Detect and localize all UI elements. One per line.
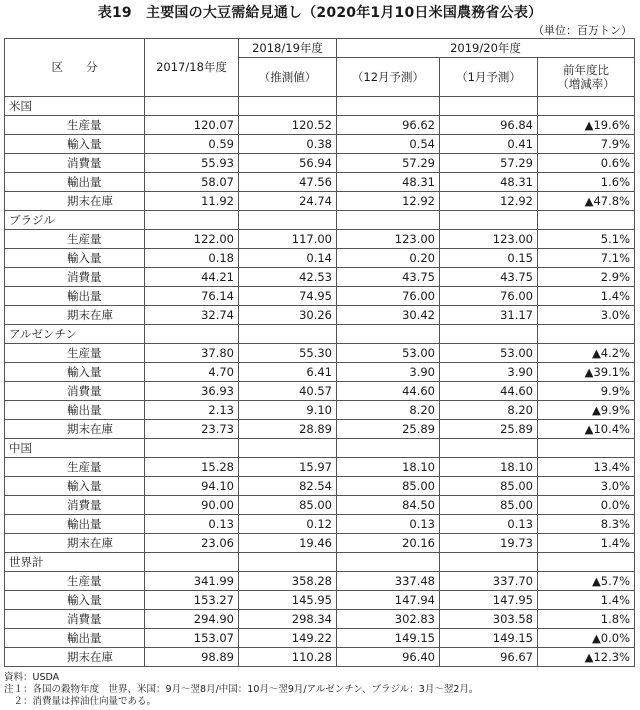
value-cell: 12.92 <box>440 192 538 211</box>
item-label: 輸出量 <box>5 287 145 306</box>
value-cell: 0.15 <box>440 249 538 268</box>
item-label: 期末在庫 <box>5 534 145 553</box>
value-cell: 0.54 <box>337 135 440 154</box>
country-label: 中国 <box>5 439 145 458</box>
table-row <box>5 515 635 534</box>
item-label: 生産量 <box>5 572 145 591</box>
value-cell: 0.13 <box>337 515 440 534</box>
value-cell: 23.73 <box>145 420 239 439</box>
value-cell: 37.80 <box>145 344 239 363</box>
value-cell: 358.28 <box>239 572 337 591</box>
value-cell: 36.93 <box>145 382 239 401</box>
value-cell: 96.62 <box>337 116 440 135</box>
value-cell: 76.14 <box>145 287 239 306</box>
empty-cell <box>337 439 440 458</box>
item-label: 輸出量 <box>5 401 145 420</box>
yoy-cell: 1.4% <box>538 287 635 306</box>
table-row <box>5 477 635 496</box>
yoy-cell: ▲19.6% <box>538 116 635 135</box>
value-cell: 302.83 <box>337 610 440 629</box>
yoy-cell: ▲12.3% <box>538 648 635 667</box>
value-cell: 53.00 <box>440 344 538 363</box>
table-row <box>5 648 635 667</box>
value-cell: 294.90 <box>145 610 239 629</box>
value-cell: 48.31 <box>337 173 440 192</box>
header-yoy-sub: （増減率） <box>557 77 615 91</box>
header-jan-forecast: （1月予測） <box>440 58 538 97</box>
table-row <box>5 401 635 420</box>
empty-cell <box>239 553 337 572</box>
empty-cell <box>239 97 337 116</box>
header-dec-forecast: （12月予測） <box>337 58 440 97</box>
value-cell: 96.40 <box>337 648 440 667</box>
value-cell: 44.60 <box>440 382 538 401</box>
yoy-cell: ▲47.8% <box>538 192 635 211</box>
empty-cell <box>239 439 337 458</box>
value-cell: 145.95 <box>239 591 337 610</box>
value-cell: 149.15 <box>440 629 538 648</box>
value-cell: 9.10 <box>239 401 337 420</box>
value-cell: 44.60 <box>337 382 440 401</box>
yoy-cell: 13.4% <box>538 458 635 477</box>
value-cell: 98.89 <box>145 648 239 667</box>
value-cell: 122.00 <box>145 230 239 249</box>
table-row <box>5 154 635 173</box>
value-cell: 31.17 <box>440 306 538 325</box>
value-cell: 11.92 <box>145 192 239 211</box>
header-2018-estimate: （推測値） <box>239 58 337 97</box>
item-label: 期末在庫 <box>5 420 145 439</box>
value-cell: 0.18 <box>145 249 239 268</box>
empty-cell <box>538 553 635 572</box>
value-cell: 15.97 <box>239 458 337 477</box>
value-cell: 76.00 <box>440 287 538 306</box>
value-cell: 120.07 <box>145 116 239 135</box>
value-cell: 55.30 <box>239 344 337 363</box>
value-cell: 0.13 <box>440 515 538 534</box>
soybean-supply-table <box>4 38 635 667</box>
yoy-cell: 0.6% <box>538 154 635 173</box>
value-cell: 94.10 <box>145 477 239 496</box>
value-cell: 3.90 <box>337 363 440 382</box>
yoy-cell: 3.0% <box>538 306 635 325</box>
value-cell: 6.41 <box>239 363 337 382</box>
value-cell: 149.15 <box>337 629 440 648</box>
value-cell: 76.00 <box>337 287 440 306</box>
value-cell: 57.29 <box>337 154 440 173</box>
value-cell: 44.21 <box>145 268 239 287</box>
header-2017: 2017/18年度 <box>145 39 239 97</box>
country-label: ブラジル <box>5 211 145 230</box>
item-label: 輸出量 <box>5 629 145 648</box>
value-cell: 120.52 <box>239 116 337 135</box>
group-header-row <box>5 97 635 116</box>
value-cell: 84.50 <box>337 496 440 515</box>
empty-cell <box>337 211 440 230</box>
value-cell: 12.92 <box>337 192 440 211</box>
table-row <box>5 629 635 648</box>
note-1: 注１：各国の穀物年度 世界、米国：9月～翌8月/中国：10月～翌9月/アルゼンチン、ブラジル：3月～翌2月。 <box>4 684 479 695</box>
value-cell: 96.84 <box>440 116 538 135</box>
empty-cell <box>239 211 337 230</box>
value-cell: 30.42 <box>337 306 440 325</box>
item-label: 生産量 <box>5 230 145 249</box>
empty-cell <box>145 439 239 458</box>
yoy-cell: 5.1% <box>538 230 635 249</box>
empty-cell <box>239 325 337 344</box>
table-row <box>5 496 635 515</box>
header-2019: 2019/20年度 <box>337 39 635 58</box>
value-cell: 0.38 <box>239 135 337 154</box>
yoy-cell: 7.9% <box>538 135 635 154</box>
value-cell: 0.14 <box>239 249 337 268</box>
value-cell: 85.00 <box>440 496 538 515</box>
item-label: 輸入量 <box>5 249 145 268</box>
empty-cell <box>337 553 440 572</box>
empty-cell <box>440 553 538 572</box>
item-label: 消費量 <box>5 268 145 287</box>
notes <box>4 672 478 708</box>
yoy-cell: ▲0.0% <box>538 629 635 648</box>
yoy-cell: 2.9% <box>538 268 635 287</box>
value-cell: 47.56 <box>239 173 337 192</box>
yoy-cell: ▲10.4% <box>538 420 635 439</box>
value-cell: 123.00 <box>337 230 440 249</box>
value-cell: 18.10 <box>440 458 538 477</box>
value-cell: 303.58 <box>440 610 538 629</box>
yoy-cell: 1.4% <box>538 534 635 553</box>
value-cell: 55.93 <box>145 154 239 173</box>
group-header-row <box>5 553 635 572</box>
item-label: 生産量 <box>5 458 145 477</box>
empty-cell <box>337 97 440 116</box>
value-cell: 53.00 <box>337 344 440 363</box>
value-cell: 3.90 <box>440 363 538 382</box>
item-label: 消費量 <box>5 154 145 173</box>
value-cell: 19.73 <box>440 534 538 553</box>
empty-cell <box>145 211 239 230</box>
value-cell: 0.41 <box>440 135 538 154</box>
group-header-row <box>5 439 635 458</box>
yoy-cell: 1.8% <box>538 610 635 629</box>
item-label: 期末在庫 <box>5 648 145 667</box>
value-cell: 24.74 <box>239 192 337 211</box>
value-cell: 8.20 <box>440 401 538 420</box>
yoy-cell: 7.1% <box>538 249 635 268</box>
value-cell: 85.00 <box>440 477 538 496</box>
value-cell: 153.27 <box>145 591 239 610</box>
header-yoy-label: 前年度比 <box>563 63 609 77</box>
unit-label: （単位：百万トン） <box>533 24 632 37</box>
value-cell: 25.89 <box>337 420 440 439</box>
yoy-cell: 8.3% <box>538 515 635 534</box>
table-row <box>5 382 635 401</box>
yoy-cell: ▲5.7% <box>538 572 635 591</box>
yoy-cell: 9.9% <box>538 382 635 401</box>
table-row <box>5 173 635 192</box>
yoy-cell: ▲39.1% <box>538 363 635 382</box>
value-cell: 15.28 <box>145 458 239 477</box>
value-cell: 0.12 <box>239 515 337 534</box>
empty-cell <box>440 97 538 116</box>
table-row <box>5 420 635 439</box>
value-cell: 18.10 <box>337 458 440 477</box>
item-label: 輸入量 <box>5 135 145 154</box>
yoy-cell: 1.6% <box>538 173 635 192</box>
empty-cell <box>440 439 538 458</box>
yoy-cell: ▲9.9% <box>538 401 635 420</box>
table-row <box>5 192 635 211</box>
table-row <box>5 458 635 477</box>
header-yoy <box>538 58 635 97</box>
item-label: 期末在庫 <box>5 306 145 325</box>
item-label: 輸入量 <box>5 591 145 610</box>
empty-cell <box>337 325 440 344</box>
item-label: 消費量 <box>5 496 145 515</box>
empty-cell <box>538 325 635 344</box>
note-2: ２：消費量は搾油仕向量である。 <box>4 696 157 707</box>
value-cell: 40.57 <box>239 382 337 401</box>
item-label: 消費量 <box>5 382 145 401</box>
country-label: 米国 <box>5 97 145 116</box>
value-cell: 147.95 <box>440 591 538 610</box>
table-row <box>5 306 635 325</box>
value-cell: 28.89 <box>239 420 337 439</box>
table-row <box>5 116 635 135</box>
empty-cell <box>538 97 635 116</box>
yoy-cell: 3.0% <box>538 477 635 496</box>
table-row <box>5 230 635 249</box>
value-cell: 58.07 <box>145 173 239 192</box>
value-cell: 8.20 <box>337 401 440 420</box>
value-cell: 117.00 <box>239 230 337 249</box>
value-cell: 85.00 <box>337 477 440 496</box>
value-cell: 19.46 <box>239 534 337 553</box>
value-cell: 0.13 <box>145 515 239 534</box>
value-cell: 74.95 <box>239 287 337 306</box>
group-header-row <box>5 325 635 344</box>
value-cell: 337.70 <box>440 572 538 591</box>
item-label: 消費量 <box>5 610 145 629</box>
header-2018: 2018/19年度 <box>239 39 337 58</box>
value-cell: 2.13 <box>145 401 239 420</box>
table-row <box>5 287 635 306</box>
value-cell: 90.00 <box>145 496 239 515</box>
value-cell: 43.75 <box>337 268 440 287</box>
table-row <box>5 363 635 382</box>
value-cell: 30.26 <box>239 306 337 325</box>
value-cell: 57.29 <box>440 154 538 173</box>
value-cell: 0.59 <box>145 135 239 154</box>
value-cell: 4.70 <box>145 363 239 382</box>
table-row <box>5 591 635 610</box>
note-source: 資料：USDA <box>4 672 60 683</box>
table-title: 表19 主要国の大豆需給見通し（2020年1月10日米国農務省公表） <box>97 5 543 21</box>
value-cell: 25.89 <box>440 420 538 439</box>
yoy-cell: 0.0% <box>538 496 635 515</box>
value-cell: 43.75 <box>440 268 538 287</box>
table-row <box>5 268 635 287</box>
value-cell: 149.22 <box>239 629 337 648</box>
empty-cell <box>145 325 239 344</box>
value-cell: 48.31 <box>440 173 538 192</box>
value-cell: 82.54 <box>239 477 337 496</box>
header-category: 区 分 <box>5 39 145 97</box>
value-cell: 0.20 <box>337 249 440 268</box>
value-cell: 32.74 <box>145 306 239 325</box>
value-cell: 153.07 <box>145 629 239 648</box>
country-label: 世界計 <box>5 553 145 572</box>
item-label: 生産量 <box>5 116 145 135</box>
value-cell: 110.28 <box>239 648 337 667</box>
value-cell: 337.48 <box>337 572 440 591</box>
empty-cell <box>440 325 538 344</box>
item-label: 生産量 <box>5 344 145 363</box>
yoy-cell: ▲4.2% <box>538 344 635 363</box>
yoy-cell: 1.4% <box>538 591 635 610</box>
table-row <box>5 135 635 154</box>
value-cell: 298.34 <box>239 610 337 629</box>
value-cell: 20.16 <box>337 534 440 553</box>
value-cell: 42.53 <box>239 268 337 287</box>
value-cell: 147.94 <box>337 591 440 610</box>
table-row <box>5 572 635 591</box>
empty-cell <box>145 97 239 116</box>
group-header-row <box>5 211 635 230</box>
empty-cell <box>145 553 239 572</box>
empty-cell <box>538 211 635 230</box>
value-cell: 23.06 <box>145 534 239 553</box>
table-row <box>5 534 635 553</box>
item-label: 期末在庫 <box>5 192 145 211</box>
item-label: 輸入量 <box>5 477 145 496</box>
item-label: 輸出量 <box>5 173 145 192</box>
country-label: アルゼンチン <box>5 325 145 344</box>
value-cell: 123.00 <box>440 230 538 249</box>
value-cell: 96.67 <box>440 648 538 667</box>
table-row <box>5 610 635 629</box>
item-label: 輸入量 <box>5 363 145 382</box>
empty-cell <box>440 211 538 230</box>
value-cell: 341.99 <box>145 572 239 591</box>
table-row <box>5 344 635 363</box>
table-body <box>5 97 635 667</box>
table-row <box>5 249 635 268</box>
item-label: 輸出量 <box>5 515 145 534</box>
value-cell: 85.00 <box>239 496 337 515</box>
value-cell: 56.94 <box>239 154 337 173</box>
empty-cell <box>538 439 635 458</box>
